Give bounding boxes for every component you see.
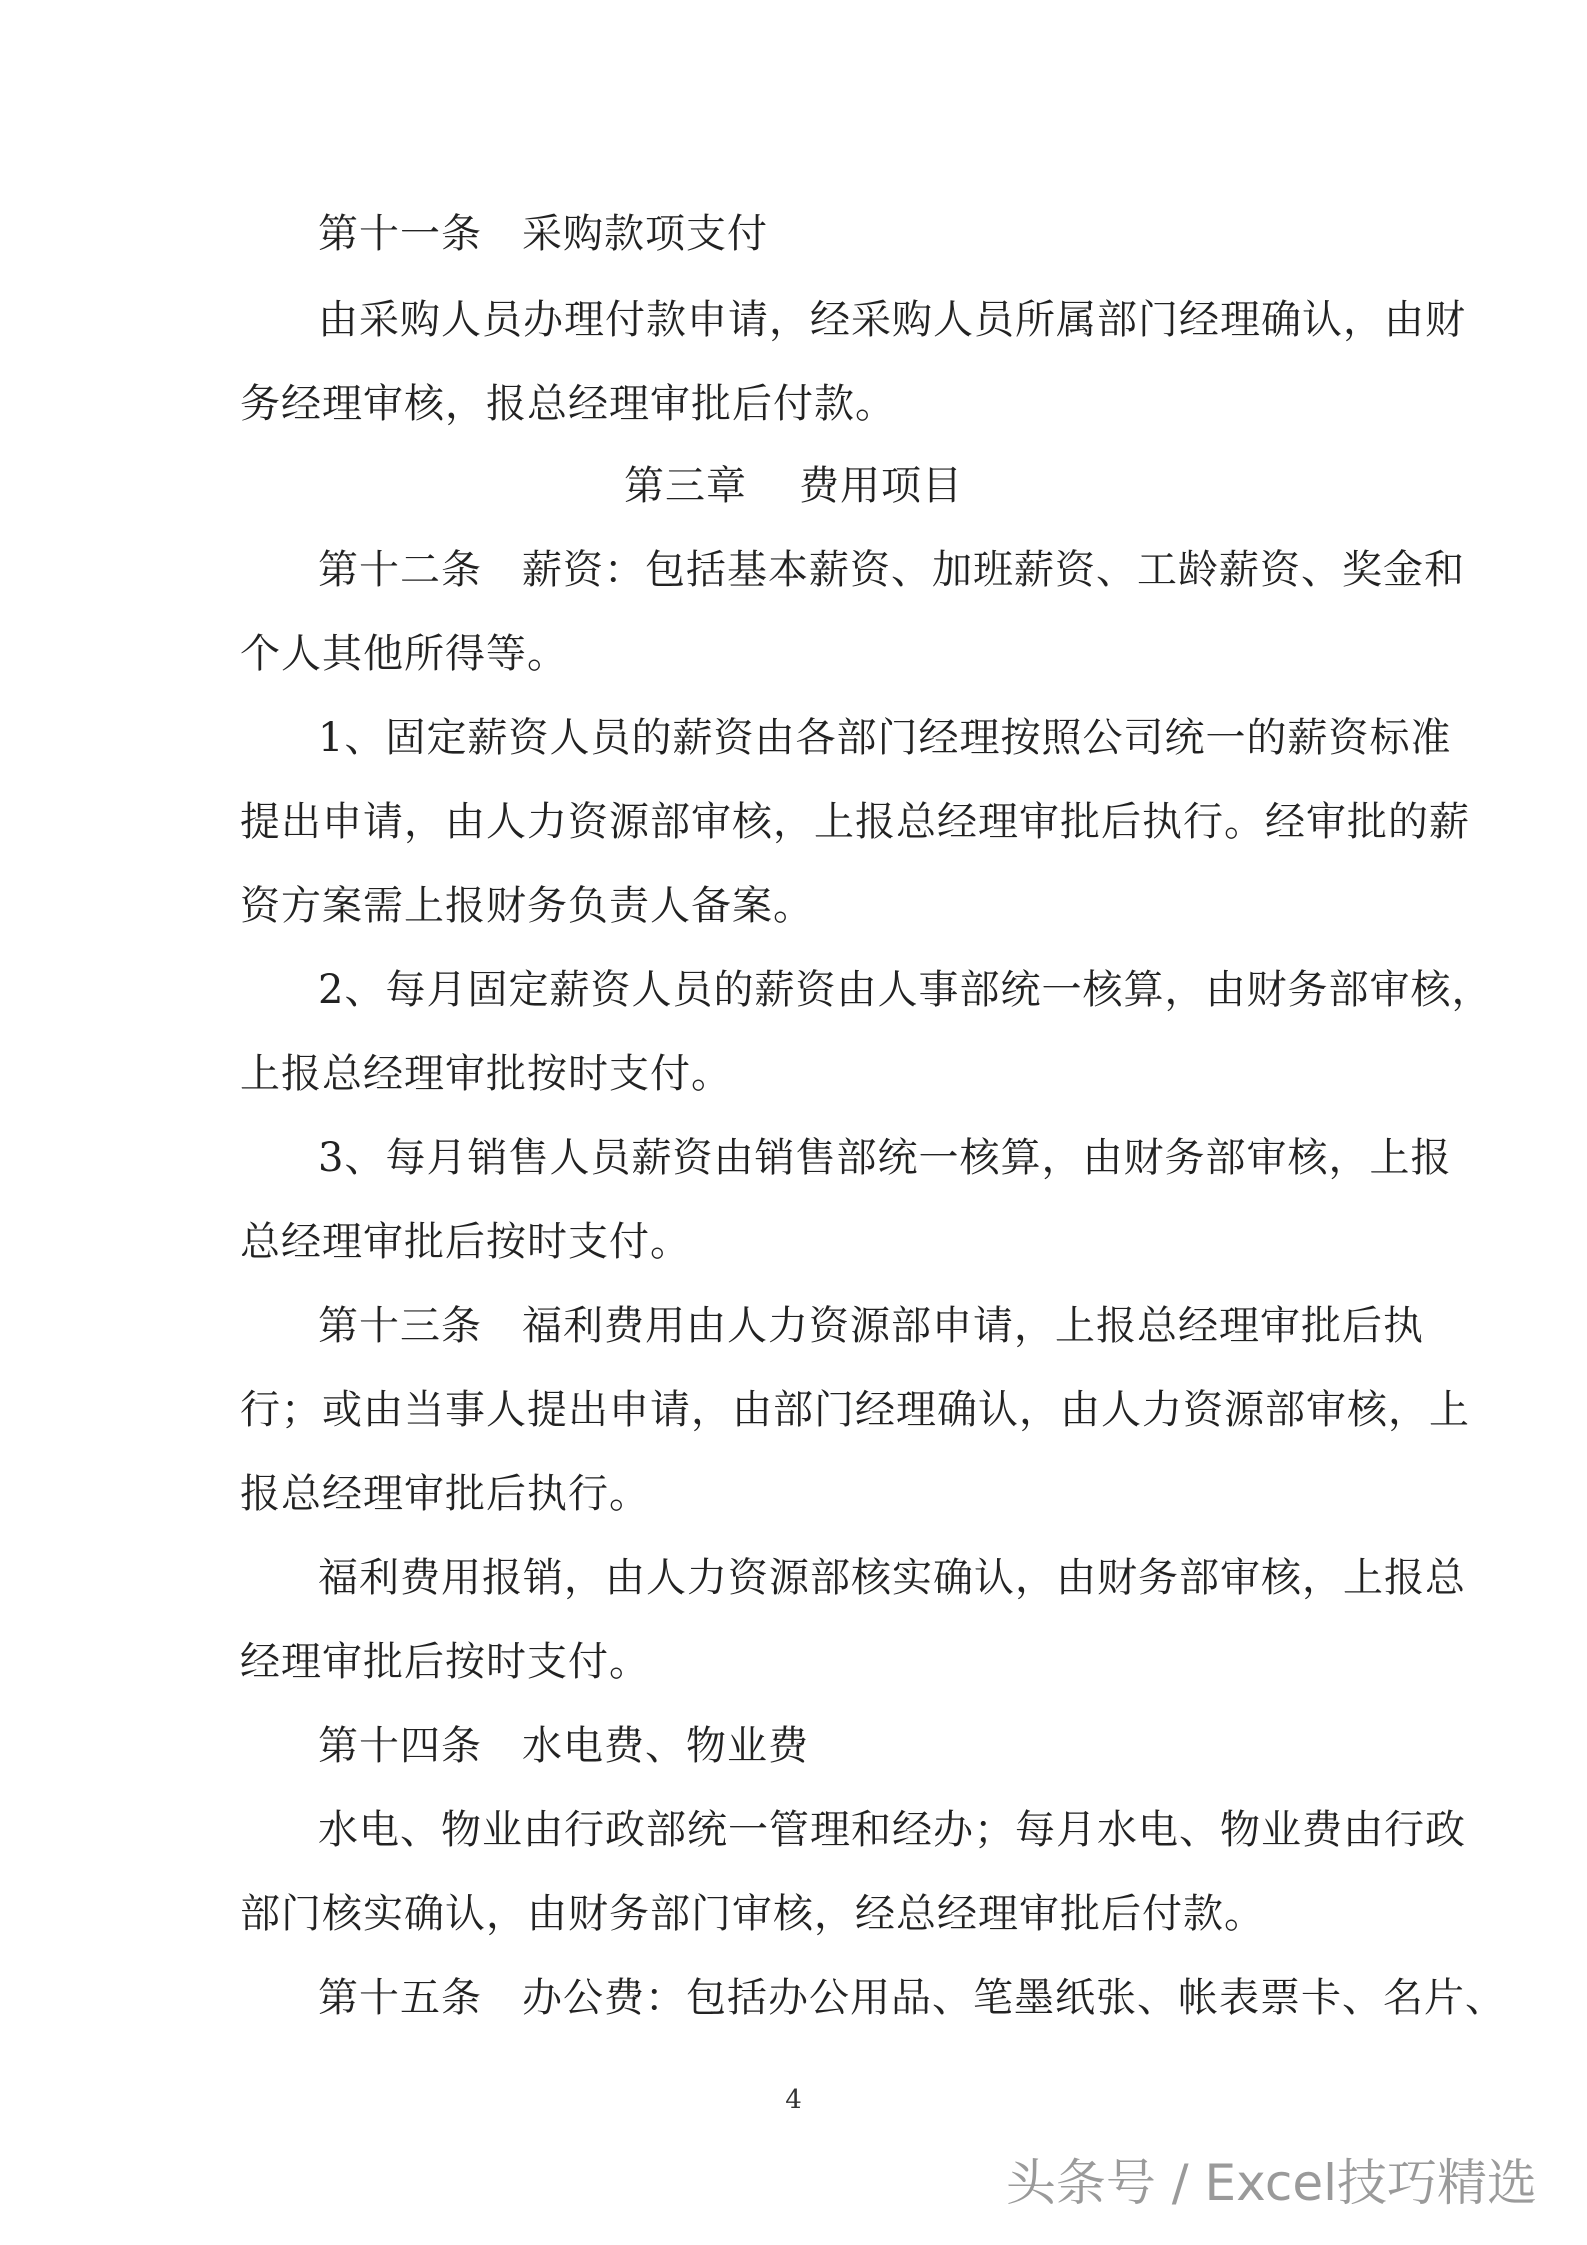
article-12-text: 薪资：包括基本薪资、加班薪资、工龄薪资、奖金和: [522, 547, 1465, 593]
article-12-number: 第十二条: [318, 547, 482, 593]
article-12-item-3-line-2: 总经理审批后按时支付。: [240, 1219, 691, 1265]
article-13-number: 第十三条: [318, 1303, 482, 1349]
article-12-item-1-line-3: 资方案需上报财务负责人备案。: [240, 883, 814, 929]
article-14-body-line-2: 部门核实确认，由财务部门审核，经总经理审批后付款。: [240, 1891, 1265, 1937]
article-12-item-3-line-1: 3、每月销售人员薪资由销售部统一核算，由财务部审核，上报: [318, 1135, 1452, 1181]
article-13-line-3: 报总经理审批后执行。: [240, 1471, 650, 1517]
article-11-heading: [318, 204, 1360, 264]
article-11-body-line-2: 务经理审核，报总经理审批后付款。: [240, 381, 896, 427]
article-13-text: 福利费用由人力资源部申请，上报总经理审批后执: [522, 1303, 1424, 1349]
article-14-number: 第十四条: [318, 1723, 482, 1769]
article-13-para-2-line-2: 经理审批后按时支付。: [240, 1639, 650, 1685]
article-13-para-2-line-1: 福利费用报销，由人力资源部核实确认，由财务部审核，上报总: [318, 1555, 1466, 1601]
article-12-item-1-line-2: 提出申请，由人力资源部审核，上报总经理审批后执行。经审批的薪: [240, 799, 1470, 845]
chapter-3-number: 第三章: [624, 463, 747, 509]
chapter-3-heading: [0, 456, 1587, 516]
article-14-heading: [318, 1716, 1360, 1776]
page-number: 4: [785, 2085, 802, 2115]
article-11-title: 采购款项支付: [522, 211, 768, 257]
article-13-line-1: [318, 1296, 1424, 1356]
article-14-title: 水电费、物业费: [522, 1723, 809, 1769]
article-13-line-2: 行；或由当事人提出申请，由部门经理确认，由人力资源部审核，上: [240, 1387, 1470, 1433]
article-12-item-2-line-2: 上报总经理审批按时支付。: [240, 1051, 732, 1097]
article-11-number: 第十一条: [318, 211, 482, 257]
article-11-body-line-1: 由采购人员办理付款申请，经采购人员所属部门经理确认，由财: [318, 297, 1466, 343]
article-15-line-1: [318, 1968, 1506, 2028]
article-12-item-2-line-1: 2、每月固定薪资人员的薪资由人事部统一核算，由财务部审核，: [318, 967, 1493, 1013]
article-12-line-1: [318, 540, 1465, 600]
article-15-text: 办公费：包括办公用品、笔墨纸张、帐表票卡、名片、: [522, 1975, 1506, 2021]
article-14-body-line-1: 水电、物业由行政部统一管理和经办；每月水电、物业费由行政: [318, 1807, 1466, 1853]
article-12-line-2: 个人其他所得等。: [240, 631, 568, 677]
article-15-number: 第十五条: [318, 1975, 482, 2021]
watermark: 头条号 / Excel技巧精选: [1005, 2154, 1537, 2212]
article-12-item-1-line-1: 1、固定薪资人员的薪资由各部门经理按照公司统一的薪资标准: [318, 715, 1452, 761]
chapter-3-title: 费用项目: [799, 463, 963, 509]
